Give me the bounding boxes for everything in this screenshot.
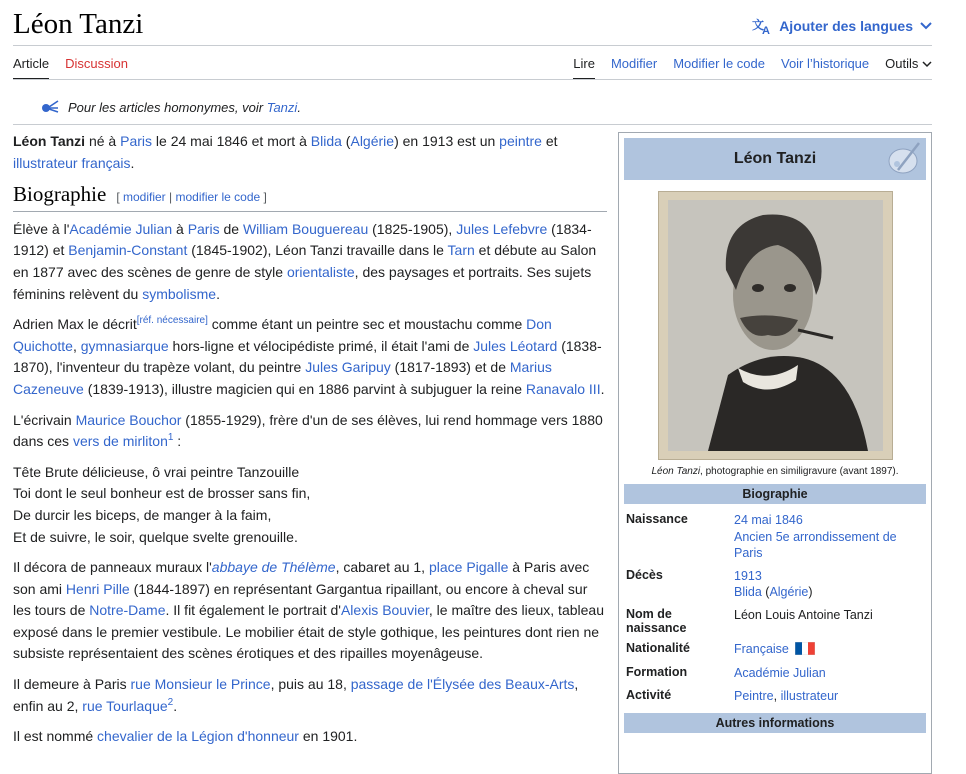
hatnote-link[interactable]: Tanzi: [266, 100, 298, 115]
infobox-row-formation: [624, 661, 926, 684]
row-value: 1913 Blida (Algérie): [734, 568, 813, 599]
link-paris[interactable]: Paris: [187, 220, 220, 237]
palette-icon: [886, 140, 922, 183]
title-divider: [13, 45, 932, 46]
infobox-row-naissance: [624, 508, 926, 564]
poem-line: Et de suivre, le soir, quelque svelte grenouille.: [13, 528, 298, 545]
french-flag-icon: [795, 642, 815, 660]
link-nationalite[interactable]: Française: [734, 641, 789, 656]
infobox-section-autres: Autres informations: [624, 713, 926, 733]
link-garipuy[interactable]: Jules Garipuy: [305, 359, 391, 376]
tabs-divider: [13, 79, 932, 80]
link-legion-honneur[interactable]: chevalier de la Légion d'honneur: [97, 728, 299, 745]
portrait-image[interactable]: [658, 191, 893, 460]
footnote-1-link[interactable]: 1: [167, 432, 174, 444]
namespace-tabs: [13, 56, 128, 80]
link-ranavalo[interactable]: Ranavalo III: [525, 380, 601, 397]
infobox: [618, 132, 932, 774]
link-bouguereau[interactable]: William Bouguereau: [242, 220, 369, 237]
chevron-down-icon: [922, 56, 932, 71]
link-alexis-bouvier[interactable]: Alexis Bouvier: [340, 602, 429, 619]
section-title: Biographie: [13, 182, 107, 207]
row-value: [732, 637, 926, 662]
link-leotard[interactable]: Jules Léotard: [473, 337, 558, 354]
link-orientaliste[interactable]: orientaliste: [286, 263, 355, 280]
link-death-place[interactable]: Blida: [734, 585, 762, 599]
infobox-row-nationalite: [624, 637, 926, 662]
add-languages-button[interactable]: [752, 17, 932, 35]
infobox-header: [624, 138, 926, 180]
link-passage-elysee[interactable]: passage de l'Élysée des Beaux-Arts: [350, 676, 575, 693]
link-lefebvre[interactable]: Jules Lefebvre: [456, 220, 548, 237]
link-cazeneuve[interactable]: Marius Cazeneuve: [13, 359, 552, 397]
link-death-year[interactable]: 1913: [734, 568, 762, 583]
hatnote-end: .: [297, 100, 301, 115]
intro-paragraph: Léon Tanzi né à Paris le 24 mai 1846 et mort à Blida (Algérie) en 1913 est un peintre et illustrateur français.: [13, 133, 558, 171]
tab-read[interactable]: Lire: [573, 56, 595, 80]
link-peintre[interactable]: peintre: [499, 133, 542, 149]
poem-line: Toi dont le seul bonheur est de brosser sans fin,: [13, 485, 311, 502]
tab-edit-source[interactable]: Modifier le code: [673, 56, 765, 71]
section-heading: [13, 184, 607, 212]
link-peintre[interactable]: Peintre: [734, 688, 774, 703]
disambiguation-icon: [40, 99, 60, 116]
footnote-2-link[interactable]: 2: [167, 696, 174, 708]
paragraph-5: Il demeure à Paris rue Monsieur le Prince, puis au 18, passage de l'Élysée des Beaux-Arts, enfin au 2, rue Tourlaque$^2$.: [13, 676, 579, 714]
portrait-caption: Léon Tanzi, photographie en similigravure (avant 1897).: [651, 466, 899, 477]
tab-discussion[interactable]: Discussion: [65, 56, 128, 71]
poem: [13, 462, 607, 548]
infobox-row-nom: [624, 603, 926, 637]
section-edit-link[interactable]: modifier: [122, 190, 166, 205]
tools-label: Outils: [885, 56, 919, 71]
row-label: Naissance: [626, 512, 688, 526]
link-blida[interactable]: Blida: [310, 133, 342, 149]
link-notre-dame[interactable]: Notre-Dame: [89, 602, 166, 619]
link-paris[interactable]: Paris: [120, 133, 153, 149]
svg-text:文: 文: [752, 18, 765, 32]
link-symbolisme[interactable]: symbolisme: [142, 285, 217, 302]
row-value: Peintre, illustrateur: [734, 688, 839, 703]
row-label: Activité: [626, 687, 672, 702]
infobox-row-activite: [624, 684, 926, 707]
infobox-title: Léon Tanzi: [733, 150, 817, 167]
link-abbaye-theleme[interactable]: abbaye de Thélème: [211, 559, 336, 576]
row-label: Formation: [626, 665, 688, 679]
paragraph-1: Élève à l'Académie Julian à Paris de William Bouguereau (1825-1905), Jules Lefebvre (1834-1912) et Benjamin-Constant (1845-1902), Léon Tanzi travaille dans le Tarn et débute au Salon en 1877 avec des scènes de genre de style orientaliste, des paysages et portraits. Ses sujets féminins relèvent du symbolisme.: [13, 220, 597, 302]
view-tabs: [573, 56, 932, 80]
link-rue-tourlaque[interactable]: rue Tourlaque: [82, 697, 168, 714]
infobox-table: [624, 508, 926, 706]
link-academie-julian[interactable]: Académie Julian: [69, 220, 173, 237]
translate-icon: [752, 17, 772, 35]
poem-line: De durcir les biceps, de manger à la faim,: [13, 506, 272, 523]
tab-history[interactable]: Voir l’historique: [780, 56, 870, 71]
add-languages-label: Ajouter des langues: [779, 18, 913, 34]
hatnote: [40, 99, 301, 116]
link-benjamin-constant[interactable]: Benjamin-Constant: [68, 242, 188, 259]
link-rue-monsieur-le-prince[interactable]: rue Monsieur le Prince: [130, 676, 271, 693]
link-tarn[interactable]: Tarn: [447, 242, 475, 259]
hatnote-text: Pour les articles homonymes, voir: [68, 100, 264, 115]
link-birth-date[interactable]: 24 mai 1846: [734, 513, 803, 527]
tab-edit[interactable]: Modifier: [610, 56, 658, 71]
row-label: Décès: [626, 567, 663, 582]
link-algerie[interactable]: Algérie: [350, 133, 395, 149]
link-formation[interactable]: Académie Julian: [734, 666, 826, 680]
row-value: [732, 508, 926, 564]
hatnote-divider: [13, 124, 932, 125]
link-don-quichotte[interactable]: Don Quichotte: [13, 316, 552, 354]
poem-line: Tête Brute délicieuse, ô vrai peintre Tanzouille: [13, 463, 300, 480]
article-body: [13, 131, 607, 757]
link-vers-de-mirliton[interactable]: vers de mirliton: [72, 433, 168, 450]
link-death-country[interactable]: Algérie: [769, 585, 809, 599]
citation-needed-link[interactable]: [réf. nécessaire]: [136, 315, 208, 327]
subject-name: Léon Tanzi: [13, 133, 86, 149]
link-henri-pille[interactable]: Henri Pille: [65, 580, 130, 597]
section-edit-source-link[interactable]: modifier le code: [175, 190, 261, 205]
paragraph-4: Il décora de panneaux muraux l'abbaye de Thélème, cabaret au 1, place Pigalle à Paris avec son ami Henri Pille (1844-1897) en représentant Gargantua ripaillant, ou encore à cheval sur les tours de Notre-Dame. Il fit également le portrait d'Alexis Bouvier, le maître des lieux, tableau exposé dans le premier vestibule. Le mobilier était de style gothique, les peintures dont rien ne subsiste représentaient des scènes érotiques et des ripailles moyenâgeuse.: [13, 559, 604, 662]
link-birth-place[interactable]: Ancien 5e arrondissement de Paris: [734, 529, 897, 560]
paragraph-3: L'écrivain Maurice Bouchor (1855-1929), frère d'un de ses élèves, lui rend hommage vers 1880 dans ces vers de mirliton$^1$ :: [13, 411, 603, 450]
link-place-pigalle[interactable]: place Pigalle: [428, 559, 509, 576]
page-title: Léon Tanzi: [13, 8, 144, 40]
svg-text:A: A: [762, 25, 771, 35]
paragraph-6: Il est nommé chevalier de la Légion d'honneur en 1901.: [13, 728, 358, 745]
link-francais[interactable]: français: [81, 154, 131, 171]
row-value: Léon Louis Antoine Tanzi: [734, 607, 873, 622]
paragraph-2: Adrien Max le décrit[réf. nécessaire] comme étant un peintre sec et moustachu comme Don Quichotte, gymnasiarque hors-ligne et vélocipédiste primé, il était l'ami de Jules Léotard (1838-1870), l'inventeur du trapèze volant, du peintre Jules Garipuy (1817-1893) et de Marius Cazeneuve (1839-1913), illustre magicien qui en 1886 parvint à subjuguer la reine Ranavalo III.: [13, 315, 605, 397]
infobox-section-biographie: Biographie: [624, 484, 926, 504]
chevron-down-icon: [920, 21, 932, 31]
row-label: Nationalité: [626, 640, 690, 655]
infobox-row-deces: [624, 564, 926, 603]
section-edit-links: [ modifier | modifier le code ]: [116, 190, 267, 205]
tools-menu[interactable]: [885, 56, 932, 80]
row-label: Nom de naissance: [626, 606, 687, 635]
link-illustrateur[interactable]: illustrateur: [13, 154, 78, 171]
tab-article[interactable]: Article: [13, 56, 49, 80]
link-bouchor[interactable]: Maurice Bouchor: [75, 411, 182, 428]
link-illustrateur[interactable]: illustrateur: [780, 688, 839, 703]
link-gymnasiarque[interactable]: gymnasiarque: [80, 337, 169, 354]
row-value: [732, 661, 926, 684]
